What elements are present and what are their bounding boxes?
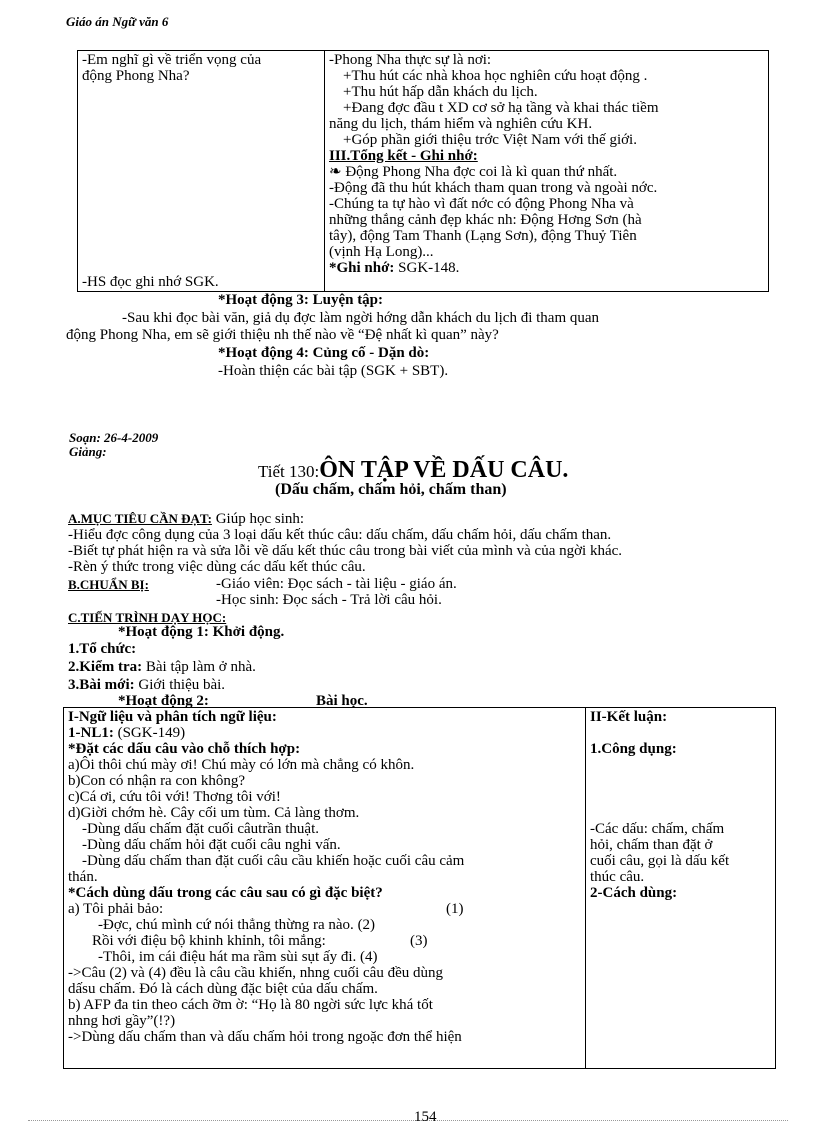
- dialog-line: a) Tôi phải bảo:: [68, 901, 164, 917]
- objective-line: -Biết tự phát hiện ra và sửa lỗi về dấu kết thúc câu trong bài viết của mình và của ngời khác.: [68, 543, 623, 559]
- page-number: 154: [414, 1109, 437, 1125]
- activity-4-title: *Hoạt động 4: Củng cố - Dặn dò:: [218, 345, 430, 361]
- activity-4-line: -Hoàn thiện các bài tập (SGK + SBT).: [218, 363, 449, 379]
- analysis-heading: I-Ngữ liệu và phân tích ngữ liệu:: [68, 709, 277, 725]
- nl1-value: (SGK-149): [113, 725, 186, 741]
- preparation-teacher: -Giáo viên: Đọc sách - tài liệu - giáo án.: [216, 576, 457, 592]
- conclusion-cell: [586, 708, 776, 1069]
- lesson-name: ÔN TẬP VỀ DẤU CÂU.: [319, 457, 569, 483]
- lesson-subtitle: (Dấu chấm, chấm hỏi, chấm than): [275, 481, 507, 498]
- activity-1-title: *Hoạt động 1: Khởi động.: [118, 624, 285, 640]
- comment-line: dấsu chấm. Đó là cách dùng đặc biệt của dấu chấm.: [68, 981, 378, 997]
- answer-cell: [325, 51, 769, 292]
- comment-line: ->Dùng dấu chấm than và dấu chấm hỏi trong ngoặc đơn thể hiện: [68, 1029, 462, 1045]
- rule-line: -Dùng dấu chấm hỏi đặt cuối câu nghi vấn.: [82, 837, 341, 853]
- rule-line: thán.: [68, 869, 98, 885]
- rule-line: -Dùng dấu chấm đặt cuối câutrần thuật.: [82, 821, 319, 837]
- ghinho-value: SGK-148.: [394, 260, 460, 276]
- giang-date: Giảng:: [69, 444, 107, 459]
- check-label: 2.Kiểm tra:: [68, 659, 143, 675]
- lesson-table: [63, 707, 776, 1069]
- objectives-intro: Giúp học sinh:: [211, 511, 305, 527]
- comment-line: ->Câu (2) và (4) đều là câu cầu khiến, nhng cuối câu đều dùng: [68, 965, 443, 981]
- new-lesson-label: 3.Bài mới:: [68, 677, 135, 693]
- dialog-number: (2): [357, 917, 376, 933]
- preparation-student: -Học sinh: Đọc sách - Trả lời câu hỏi.: [216, 592, 442, 608]
- function-heading: 1.Công dụng:: [590, 741, 677, 757]
- answer-line: +Thu hút hấp dẫn khách du lịch.: [343, 84, 538, 100]
- function-line: cuối câu, gọi là dấu kết: [590, 853, 730, 869]
- dialog-number: (1): [446, 901, 464, 917]
- teacher-question-cell: [78, 51, 325, 292]
- soan-date: Soạn: 26-4-2009: [69, 430, 159, 445]
- discussion-table: [77, 50, 769, 292]
- example-line: c)Cá ơi, cứu tôi với! Thơng tôi với!: [68, 789, 281, 805]
- summary-line: -Động đã thu hút khách tham quan trong và ngoài nớc.: [329, 180, 658, 196]
- summary-line: những thắng cảnh đẹp khác nh: Động Hơng Sơn (hà: [329, 212, 642, 228]
- function-line: hỏi, chấm than đặt ở: [590, 837, 713, 853]
- summary-line: (vịnh Hạ Long)...: [329, 244, 434, 260]
- rule-line: -Dùng dấu chấm than đặt cuối câu cầu khiến hoặc cuối câu cảm: [82, 853, 465, 869]
- question-line-2: động Phong Nha?: [82, 68, 190, 84]
- preparation-label: B.CHUẨN BỊ:: [68, 577, 149, 592]
- answer-line: +Đang đợc đầu t XD cơ sở hạ tầng và khai thác tiềm: [343, 100, 659, 116]
- activity-3-title: *Hoạt động 3: Luyện tập:: [218, 292, 384, 308]
- dialog-line: -Thôi, im cái điệu hát ma rầm sùi sụt ấy đi. (4): [98, 949, 378, 965]
- nl1-label: 1-NL1:: [68, 725, 114, 741]
- note-icon: ❧: [329, 164, 346, 180]
- activity-3-line-2: động Phong Nha, em sẽ giới thiệu nh thế nào về “Đệ nhất kì quan” này?: [66, 327, 499, 343]
- answer-line: +Góp phần giới thiệu trớc Việt Nam với thế giới.: [343, 132, 637, 148]
- example-line: a)Ôi thôi chú mày ơi! Chú mày có lớn mà chẳng có khôn.: [68, 757, 415, 773]
- dialog-line: Rồi với điệu bộ khinh khỉnh, tôi mắng:: [92, 933, 326, 949]
- page-header: Giáo án Ngữ văn 6: [66, 14, 169, 29]
- summary-line: tây), động Tam Thanh (Lạng Sơn), động Thuỷ Tiên: [329, 228, 637, 244]
- analysis-cell: [64, 708, 586, 1069]
- objectives-label: A.MỤC TIÊU CẦN ĐẠT:: [68, 511, 212, 526]
- usage-heading: 2-Cách dùng:: [590, 885, 678, 901]
- summary-line: Động Phong Nha đợc coi là kì quan thứ nhất.: [345, 164, 618, 180]
- dialog-line: -Đợc, chú mình cứ nói thẳng thừng ra nào.: [98, 917, 354, 933]
- summary-line: -Chúng ta tự hào vì đất nớc có động Phong Nha và: [329, 196, 634, 212]
- function-line: thúc câu.: [590, 869, 645, 885]
- ghinho-label: *Ghi nhớ:: [329, 260, 395, 276]
- conclusion-heading: II-Kết luận:: [590, 709, 668, 725]
- special-usage-heading: *Cách dùng dấu trong các câu sau có gì đặc biệt?: [68, 885, 383, 901]
- function-line: -Các dấu: chấm, chấm: [590, 821, 725, 837]
- answer-line: năng du lịch, thám hiểm và nghiên cứu KH.: [329, 116, 593, 132]
- comment-line: b) AFP đa tin theo cách ỡm ờ: “Họ là 80 ngời sức lực khá tốt: [68, 997, 433, 1013]
- answer-line: -Phong Nha thực sự là nơi:: [329, 52, 492, 68]
- lesson-number: Tiết 130:: [258, 462, 320, 481]
- example-line: d)Giời chớm hè. Cây cối um tùm. Cả làng thơm.: [68, 805, 360, 821]
- example-line: b)Con có nhận ra con không?: [68, 773, 246, 789]
- dialog-number: (3): [410, 933, 428, 949]
- objective-line: -Rèn ý thức trong việc dùng các dấu kết thúc câu.: [68, 559, 366, 575]
- procedure-label: C.TIẾN TRÌNH DẠY HỌC:: [68, 610, 227, 625]
- question-line-1: -Em nghĩ gì về triển vọng của: [82, 52, 262, 68]
- objective-line: -Hiểu đợc công dụng của 3 loại dấu kết thúc câu: dấu chấm, dấu chấm hỏi, dấu chấm than.: [68, 527, 612, 543]
- activity-2-title: *Hoạt động 2:: [118, 693, 209, 709]
- comment-line: nhng hơi gầy”(!?): [68, 1013, 176, 1029]
- activity-3-line-1: -Sau khi đọc bài văn, giả dụ đợc làm ngời hớng dẫn khách du lịch đi tham quan: [122, 310, 600, 326]
- task-heading: *Đặt các dấu câu vào chỗ thích hợp:: [68, 741, 301, 757]
- answer-line: +Thu hút các nhà khoa học nghiên cứu hoạt động .: [343, 68, 648, 84]
- footer-divider: [28, 1120, 788, 1121]
- check-value: Bài tập làm ở nhà.: [142, 659, 256, 675]
- new-lesson-value: Giới thiệu bài.: [134, 677, 226, 693]
- hs-read-note: -HS đọc ghi nhớ SGK.: [82, 274, 219, 290]
- lesson-label: Bài học.: [316, 693, 368, 709]
- organization-label: 1.Tổ chức:: [68, 641, 137, 657]
- summary-heading: III.Tổng kết - Ghi nhớ:: [329, 148, 478, 164]
